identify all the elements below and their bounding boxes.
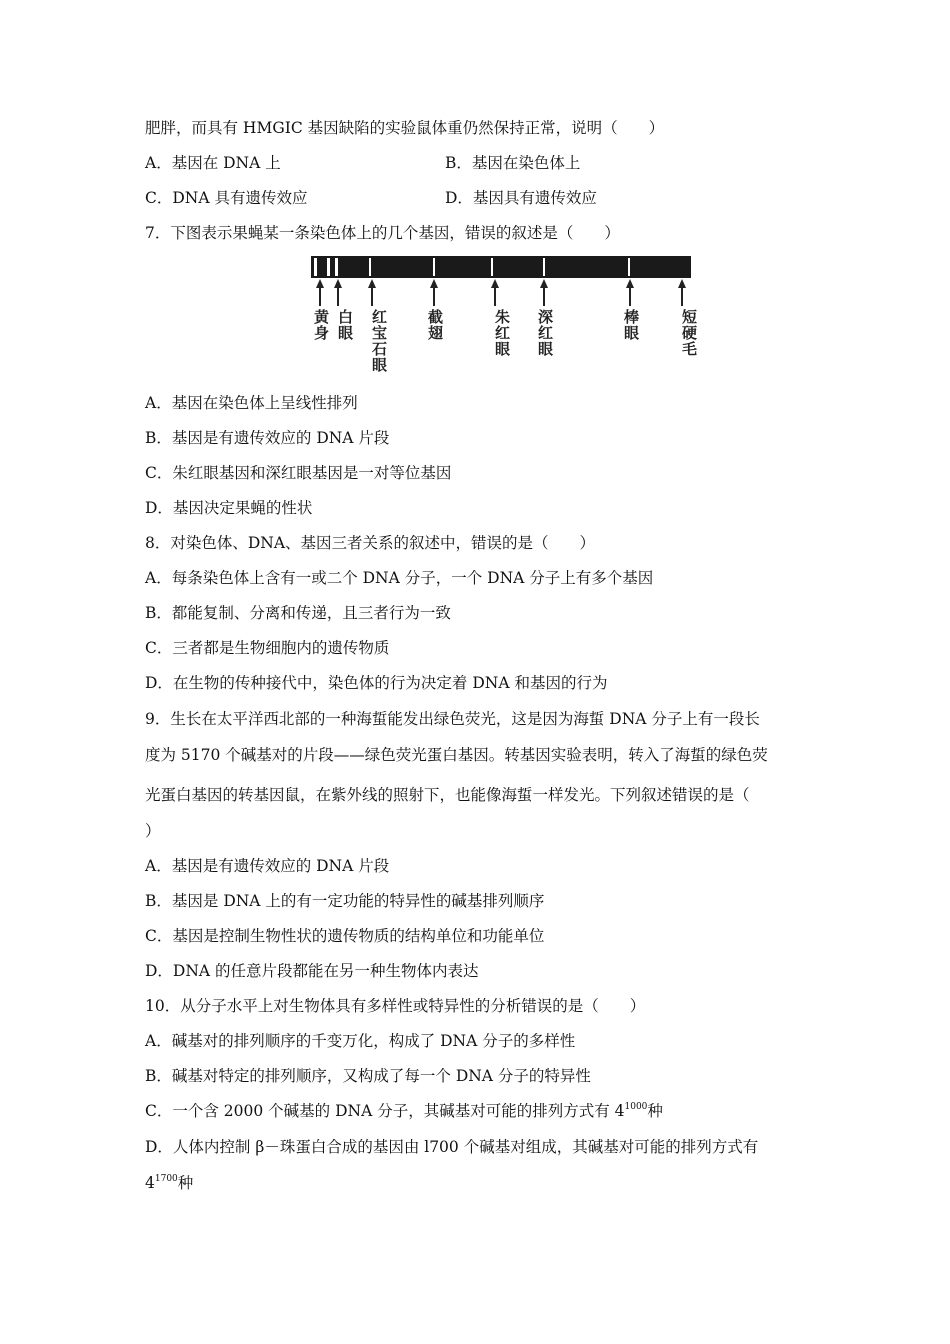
question-8-stem: 8．对染色体、DNA、基因三者关系的叙述中，错误的是（ ） <box>145 534 596 552</box>
q10-option-c-exponent: 1000 <box>624 1102 648 1112</box>
question-6-stem-tail: 肥胖，而具有 HMGIC 基因缺陷的实验鼠体重仍然保持正常，说明（ ） <box>145 119 665 137</box>
gene-label: 短硬毛 <box>682 308 698 358</box>
q9-option-d: D．DNA 的任意片段都能在另一种生物体内表达 <box>145 962 479 980</box>
gene-arrow-icon <box>334 279 342 288</box>
q10-option-c-text: C．一个含 2000 个碱基的 DNA 分子，其碱基对可能的排列方式有 4 <box>145 1102 625 1120</box>
q10-option-c <box>145 1100 663 1122</box>
q6-option-b: B．基因在染色体上 <box>445 154 581 172</box>
chromosome-band <box>369 258 371 276</box>
gene-arrow-icon <box>316 279 324 288</box>
chromosome-band <box>327 258 330 276</box>
q8-option-c: C．三者都是生物细胞内的遗传物质 <box>145 639 390 657</box>
question-9-stem-line-3: 光蛋白基因的转基因鼠，在紫外线的照射下，也能像海蜇一样发光。下列叙述错误的是（ <box>145 786 750 804</box>
q8-option-a: A．每条染色体上含有一或二个 DNA 分子，一个 DNA 分子上有多个基因 <box>145 569 654 587</box>
chromosome-bar <box>311 256 691 278</box>
gene-arrow-icon <box>368 279 376 288</box>
q6-option-a: A．基因在 DNA 上 <box>145 154 281 172</box>
q10-option-d-base: 4 <box>145 1174 155 1192</box>
gene-label: 黄身 <box>314 308 330 342</box>
q10-option-b: B．碱基对特定的排列顺序，又构成了每一个 DNA 分子的特异性 <box>145 1067 591 1085</box>
gene-arrow-icon <box>491 279 499 288</box>
q10-option-d-line-2 <box>145 1172 193 1194</box>
q6-option-d: D．基因具有遗传效应 <box>445 189 597 207</box>
gene-label: 截翅 <box>428 308 444 342</box>
chromosome-band <box>543 258 545 276</box>
question-7-stem: 7．下图表示果蝇某一条染色体上的几个基因，错误的叙述是（ ） <box>145 224 620 242</box>
q7-option-a: A．基因在染色体上呈线性排列 <box>145 394 358 412</box>
chromosome-band <box>314 258 317 276</box>
gene-arrow-icon <box>626 279 634 288</box>
question-9-stem-line-2: 度为 5170 个碱基对的片段——绿色荧光蛋白基因。转基因实验表明，转入了海蜇的绿色荧 <box>145 746 768 764</box>
chromosome-band <box>433 258 435 276</box>
q7-option-d: D．基因决定果蝇的性状 <box>145 499 313 517</box>
gene-label: 深红眼 <box>538 308 554 358</box>
gene-label: 朱红眼 <box>495 308 511 358</box>
q9-option-a: A．基因是有遗传效应的 DNA 片段 <box>145 857 390 875</box>
chromosome-gene-map-figure <box>305 252 698 378</box>
chromosome-band <box>628 258 630 276</box>
q9-option-b: B．基因是 DNA 上的有一定功能的特异性的碱基排列顺序 <box>145 892 545 910</box>
question-9-stem-line-4: ） <box>145 822 161 840</box>
chromosome-diagram <box>305 252 698 378</box>
question-10-stem: 10．从分子水平上对生物体具有多样性或特异性的分析错误的是（ ） <box>145 997 646 1015</box>
q10-option-d-line-1: D．人体内控制 β－珠蛋白合成的基因由 l700 个碱基对组成，其碱基对可能的排列方式有 <box>145 1138 759 1156</box>
chromosome-band <box>491 258 493 276</box>
q7-option-b: B．基因是有遗传效应的 DNA 片段 <box>145 429 390 447</box>
q10-option-d-exponent: 1700 <box>154 1174 178 1184</box>
q8-option-b: B．都能复制、分离和传递，且三者行为一致 <box>145 604 451 622</box>
q8-option-d: D．在生物的传种接代中，染色体的行为决定着 DNA 和基因的行为 <box>145 674 608 692</box>
gene-label: 白眼 <box>338 308 354 342</box>
gene-label: 红宝石眼 <box>372 308 388 374</box>
q10-option-c-suffix: 种 <box>647 1102 663 1120</box>
q6-option-c: C．DNA 具有遗传效应 <box>145 189 308 207</box>
gene-label: 棒眼 <box>624 308 640 342</box>
q7-option-c: C．朱红眼基因和深红眼基因是一对等位基因 <box>145 464 452 482</box>
question-9-stem-line-1: 9．生长在太平洋西北部的一种海蜇能发出绿色荧光，这是因为海蜇 DNA 分子上有一段长 <box>145 710 760 728</box>
gene-arrow-icon <box>430 279 438 288</box>
q10-option-d-suffix: 种 <box>177 1174 194 1192</box>
gene-arrow-icon <box>540 279 548 288</box>
q9-option-c: C．基因是控制生物性状的遗传物质的结构单位和功能单位 <box>145 927 545 945</box>
q10-option-a: A．碱基对的排列顺序的千变万化，构成了 DNA 分子的多样性 <box>145 1032 576 1050</box>
gene-arrow-icon <box>678 279 686 288</box>
chromosome-band <box>335 258 338 276</box>
